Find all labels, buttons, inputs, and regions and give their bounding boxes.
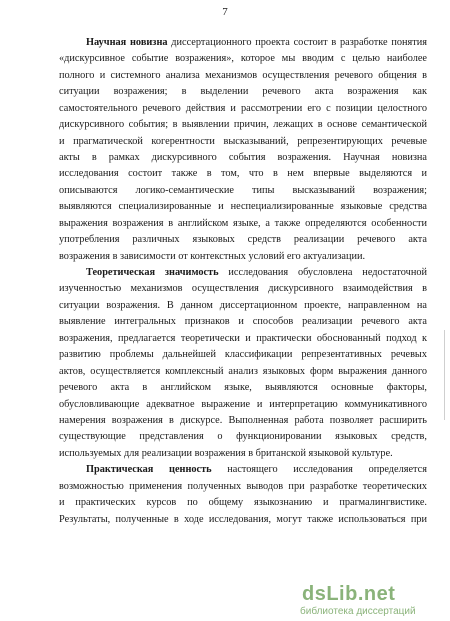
line-text: выявление интегральных признаков и способов реализации речевого акта	[59, 316, 427, 328]
line-text: существующие представления о функционировании языковых средств,	[59, 431, 427, 443]
watermark-logo: dsLib.net	[302, 583, 396, 605]
text-line	[59, 414, 427, 427]
line-text: описываются логико-семантические типы высказываний возражения;	[59, 184, 427, 196]
line-text: речевого акта в английском языке, выявляются основные факторы,	[59, 382, 427, 393]
text-line	[59, 315, 427, 328]
line-text: диссертационного проекта состоит в разработке понятия	[167, 37, 427, 48]
text-line	[59, 102, 427, 115]
text-line	[59, 85, 427, 98]
text-line	[59, 69, 427, 82]
line-text: и практических курсов по общему языкознанию и прагмалингвистике.	[59, 497, 427, 508]
text-line	[59, 332, 427, 345]
text-line	[59, 496, 427, 509]
text-line	[59, 348, 427, 361]
text-line	[59, 200, 427, 213]
watermark-subtitle: библиотека диссертаций	[300, 606, 416, 617]
line-text: «дискурсивное событие возражения», которое мы вводим с целью наиболее	[59, 53, 427, 65]
line-text: самостоятельного речевого действия и рассмотрении его с позиции целостного	[59, 102, 427, 114]
text-line	[59, 52, 427, 65]
line-text: возможностью применения полученных выводов при разработке теоретических	[59, 480, 427, 492]
line-text: используемых для реализации возражения в британской языковой культуре.	[59, 447, 393, 459]
text-line	[59, 513, 427, 526]
text-line	[59, 480, 427, 493]
text-line	[59, 151, 427, 164]
text-line	[59, 233, 427, 246]
line-text: дискурсивного события; в выявлении причин, лежащих в основе семантической	[59, 119, 427, 131]
margin-mark	[444, 330, 445, 420]
line-text: возражения в зависимости от контекстных условий его актуализации.	[59, 250, 366, 262]
line-text: исследования состоит также в том, что в нем впервые выделяются и	[59, 168, 427, 180]
text-line	[86, 463, 427, 476]
page-number: 7	[222, 6, 228, 18]
line-text: исследования обусловлена недостаточной	[218, 267, 427, 278]
bold-heading: Теоретическая значимость	[86, 267, 219, 278]
line-text: возражения, предлагается теоретически и практически обоснованный подход к	[59, 332, 427, 344]
watermark	[296, 580, 450, 621]
bold-heading: Практическая ценность	[86, 464, 212, 476]
line-text: выявляются специализированные и неспециализированные языковые средства	[59, 201, 427, 213]
line-text: выражения возражения в английском языке, а также определяются особенности	[59, 217, 427, 229]
text-line	[59, 135, 427, 148]
text-line	[59, 430, 427, 443]
line-text: актов, осуществляется комплексный анализ языковых форм выражения данного	[59, 365, 427, 377]
line-text: настоящего исследования определяется	[211, 464, 427, 476]
text-line	[86, 36, 427, 49]
line-text: ситуации возражения. В данном диссертационном проекте, направленном на	[59, 299, 427, 311]
text-line	[59, 447, 427, 460]
line-text: употребления различных языковых средств реализации речевого акта	[59, 234, 427, 246]
text-line	[59, 167, 427, 180]
text-line	[59, 217, 427, 230]
line-text: полного и системного анализа механизмов осуществления речевого общения в	[59, 69, 427, 81]
text-line	[59, 118, 427, 131]
text-line	[59, 381, 427, 394]
line-text: и прагматической когерентности высказываний, репрезентирующих речевые	[59, 135, 427, 147]
line-text: намерения возражения в дискурсе. Выполненная работа позволяет расширить	[59, 414, 427, 426]
line-text: Результаты, полученные в ходе исследования, могут также использоваться при	[59, 513, 427, 525]
text-line	[59, 365, 427, 378]
text-line	[59, 184, 427, 197]
text-line	[59, 282, 427, 295]
text-line	[59, 299, 427, 312]
line-text: обусловливающие адекватное выражение и интерпретацию коммуникативного	[59, 398, 427, 410]
bold-heading: Научная новизна	[86, 37, 168, 48]
line-text: развитию проблемы дальнейшей классификации репрезентативных речевых	[59, 349, 427, 361]
line-text: изученностью механизмов осуществления дискурсивного взаимодействия в	[59, 283, 427, 295]
line-text: ситуации возражения; в выделении речевого акта возражения как	[59, 86, 427, 98]
text-line	[59, 398, 427, 411]
text-line	[59, 250, 427, 263]
text-line	[86, 266, 427, 279]
line-text: акты в рамках дискурсивного события возражения. Научная новизна	[59, 152, 427, 163]
